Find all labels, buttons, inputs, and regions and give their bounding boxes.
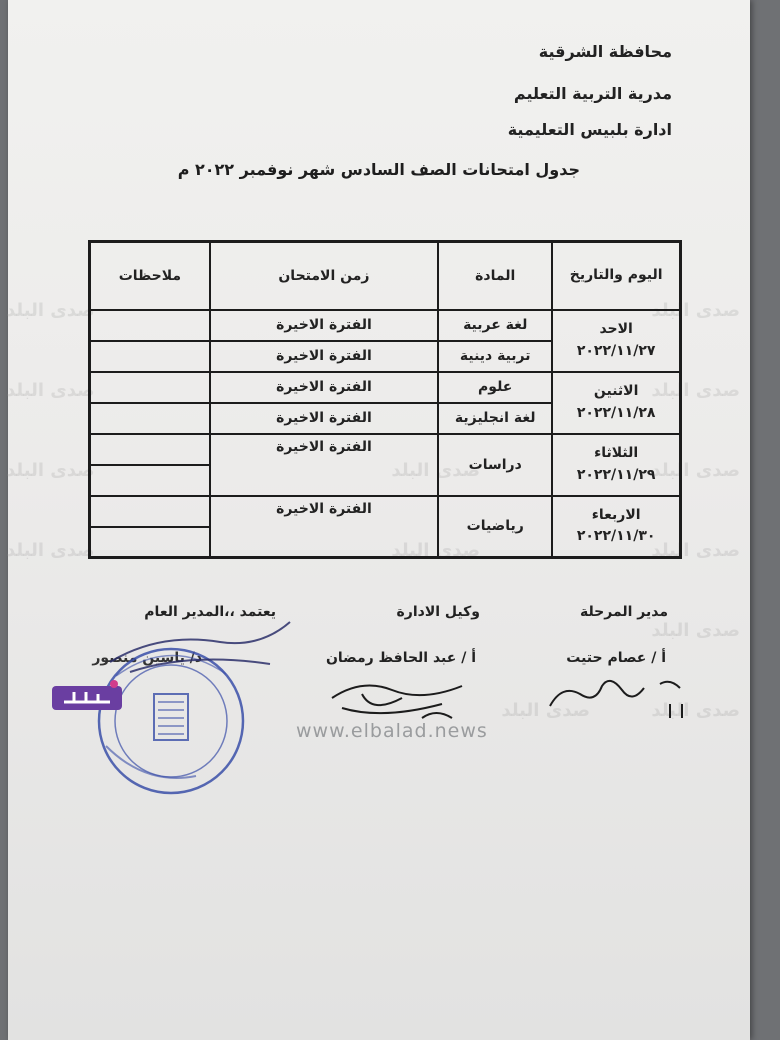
day-label: الثلاثاء (594, 444, 639, 461)
day-label: الاحد (599, 320, 633, 337)
governorate-line: محافظة الشرقية (538, 42, 672, 61)
admin-deputy-title: وكيل الادارة (396, 604, 480, 620)
time-cell: الفترة الاخيرة (210, 403, 438, 434)
time-cell: الفترة الاخيرة (210, 341, 438, 372)
date-label: ٢٠٢٢/١١/٣٠ (576, 528, 656, 545)
stage-director-name: أ / عصام حتيت (566, 650, 666, 666)
watermark-text: صدى البلد (501, 700, 590, 721)
general-director-name: د/ ياسين منصور (92, 650, 202, 666)
notes-cell (90, 310, 210, 341)
watermark-text: صدى البلد (651, 300, 740, 321)
time-cell: الفترة الاخيرة (210, 496, 438, 558)
notes-cell (90, 434, 210, 465)
day-label: الاثنين (593, 382, 639, 399)
directorate-line: مدرية التربية التعليم (513, 84, 672, 103)
watermark-text: صدى البلد (6, 380, 95, 401)
table-row (90, 310, 681, 341)
table-row (90, 434, 681, 465)
notes-cell (90, 403, 210, 434)
subject-cell: لغة انجليزية (438, 403, 552, 434)
table-header-row (90, 242, 681, 310)
administration-line: ادارة بلبيس التعليمية (507, 120, 672, 139)
subject-cell: رياضيات (438, 496, 552, 558)
subject-cell: تربية دينية (438, 341, 552, 372)
date-label: ٢٠٢٢/١١/٢٨ (576, 404, 656, 421)
time-cell: الفترة الاخيرة (210, 372, 438, 403)
watermark-text: صدى البلد (651, 540, 740, 561)
header-subject: المادة (438, 242, 552, 310)
subject-cell: لغة عربية (438, 310, 552, 341)
header-day-date: اليوم والتاريخ (552, 242, 680, 310)
stage-director-signature-icon (540, 664, 710, 734)
notes-cell (90, 496, 210, 527)
watermark-text: صدى البلد (651, 460, 740, 481)
day-date-cell (552, 372, 680, 434)
subject-cell: علوم (438, 372, 552, 403)
notes-cell (90, 465, 210, 496)
watermark-text: صدى البلد (6, 300, 95, 321)
watermark-text: صدى البلد (391, 540, 480, 561)
table-row (90, 496, 681, 527)
day-date-cell (552, 434, 680, 496)
watermark-text: صدى البلد (651, 380, 740, 401)
admin-deputy-name: أ / عبد الحافظ رمضان (325, 650, 476, 666)
table-row (90, 372, 681, 403)
general-director-title: يعتمد ،،المدير العام (144, 604, 276, 620)
day-label: الاربعاء (591, 506, 641, 523)
time-cell: الفترة الاخيرة (210, 434, 438, 496)
header-notes: ملاحظات (90, 242, 210, 310)
day-date-cell (552, 310, 680, 372)
general-director-signature-icon (100, 612, 300, 692)
watermark-text: صدى البلد (6, 460, 95, 481)
day-date-cell (552, 496, 680, 558)
watermark-text: صدى البلد (651, 620, 740, 641)
stage-director-title: مدير المرحلة (579, 604, 668, 620)
exam-schedule-table (88, 240, 682, 559)
date-label: ٢٠٢٢/١١/٢٧ (576, 342, 656, 359)
admin-deputy-signature-icon (322, 668, 472, 738)
subject-cell: دراسات (438, 434, 552, 496)
watermark-text: صدى البلد (651, 700, 740, 721)
date-label: ٢٠٢٢/١١/٢٩ (576, 466, 656, 483)
notes-cell (90, 341, 210, 372)
notes-cell (90, 527, 210, 558)
notes-cell (90, 372, 210, 403)
time-cell: الفترة الاخيرة (210, 310, 438, 341)
header-exam-time: زمن الامتحان (210, 242, 438, 310)
watermark-text: صدى البلد (391, 460, 480, 481)
website-watermark: www.elbalad.news (296, 720, 488, 742)
watermark-text: صدى البلد (6, 540, 95, 561)
document-title: جدول امتحانات الصف السادس شهر نوفمبر ٢٠٢٢ م (177, 160, 580, 179)
